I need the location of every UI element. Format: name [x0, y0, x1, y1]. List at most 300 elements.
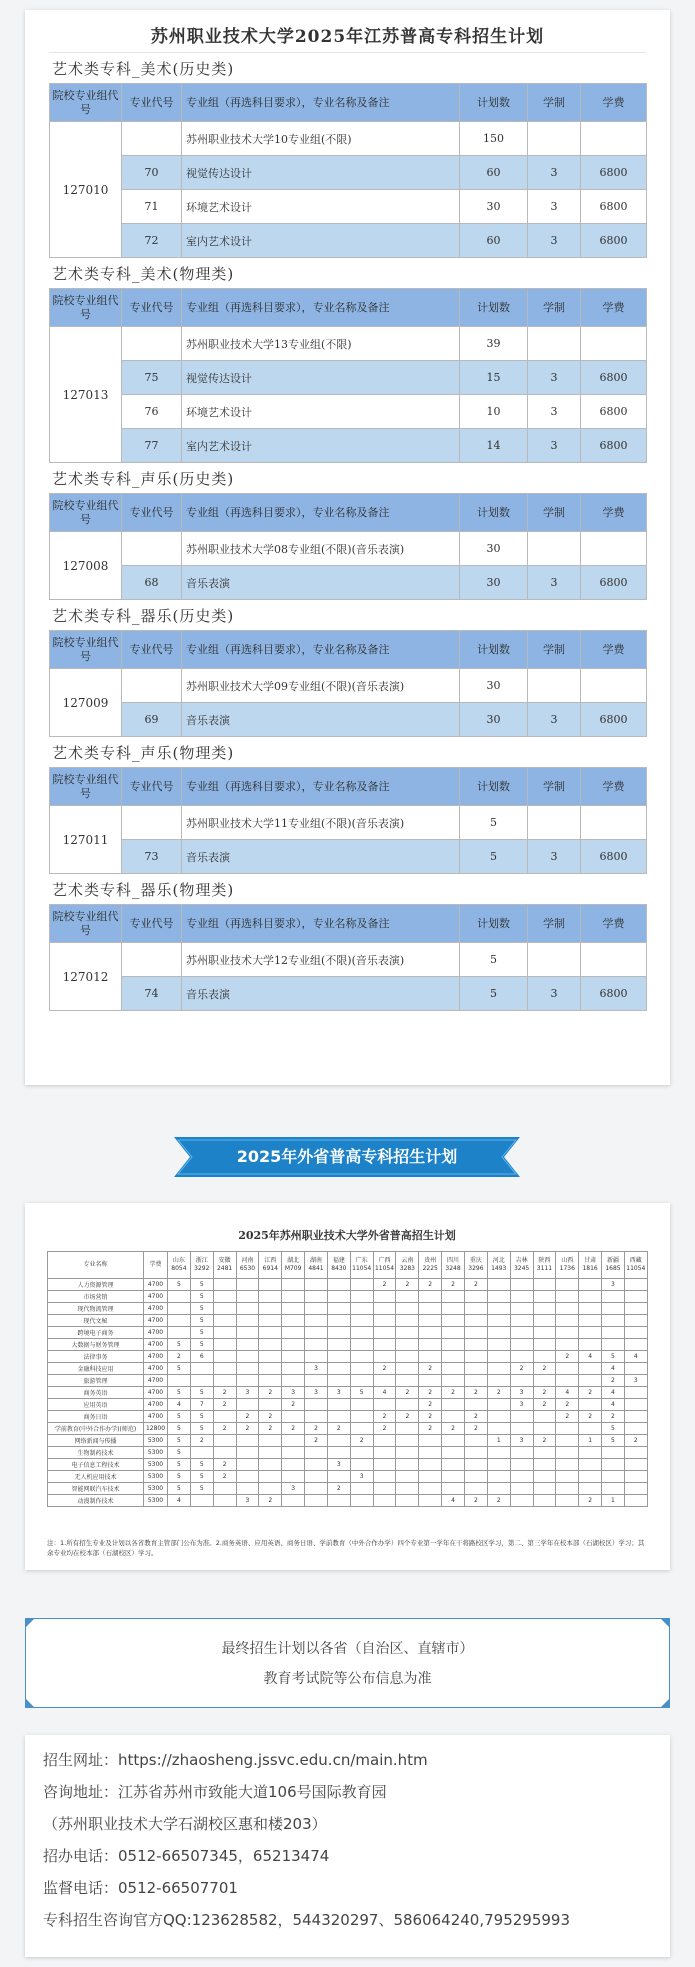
header-major-desc: 专业组（再选科目要求），专业名称及备注	[182, 289, 460, 327]
plan-count	[487, 1327, 510, 1339]
plan-count	[602, 1471, 625, 1483]
plan-count: 2	[373, 1423, 396, 1435]
plan-count	[419, 1315, 442, 1327]
plan-count: 30	[460, 190, 528, 224]
plan-count: 2	[510, 1363, 533, 1375]
header-province: 安徽 2481	[213, 1252, 236, 1279]
notice-line-1: 最终招生计划以各省（自治区、直辖市）	[221, 1641, 474, 1657]
plan-count: 4	[602, 1363, 625, 1375]
table-row	[48, 1351, 648, 1363]
plan-count	[305, 1279, 328, 1291]
plan-count	[259, 1483, 282, 1495]
plan-count	[327, 1411, 350, 1423]
header-province: 江西 6914	[259, 1252, 282, 1279]
plan-count	[487, 1339, 510, 1351]
plan-count	[487, 1375, 510, 1387]
plan-count	[327, 1495, 350, 1507]
plan-count: 2	[190, 1435, 213, 1447]
plan-count	[419, 1495, 442, 1507]
corner-deco-tr	[660, 1618, 670, 1628]
plan-count: 3	[510, 1399, 533, 1411]
major-code: 68	[122, 566, 182, 600]
plan-count: 5	[168, 1279, 191, 1291]
plan-count	[510, 1339, 533, 1351]
table-row	[50, 361, 647, 395]
tuition-fee: 4700	[144, 1375, 168, 1387]
table-row	[48, 1435, 648, 1447]
plan-count	[236, 1351, 259, 1363]
header-province: 福建 8430	[327, 1252, 350, 1279]
major-name: 生物制药技术	[48, 1447, 144, 1459]
plan-count: 2	[213, 1459, 236, 1471]
address-line: 咨询地址：江苏省苏州市致能大道106号国际教育园	[43, 1783, 387, 1801]
plan-count	[442, 1327, 465, 1339]
plan-count: 2	[602, 1411, 625, 1423]
plan-count	[236, 1471, 259, 1483]
major-name: 现代物流管理	[48, 1303, 144, 1315]
table-row	[48, 1291, 648, 1303]
tuition-fee: 5300	[144, 1447, 168, 1459]
plan-count	[419, 1447, 442, 1459]
plan-count	[396, 1303, 419, 1315]
header-count: 计划数	[460, 494, 528, 532]
plan-count	[533, 1291, 556, 1303]
major-code: 71	[122, 190, 182, 224]
plan-count	[556, 1291, 579, 1303]
plan-count	[327, 1375, 350, 1387]
plan-count	[419, 1339, 442, 1351]
plan-count	[579, 1483, 602, 1495]
plan-count	[305, 1471, 328, 1483]
plan-count	[442, 1411, 465, 1423]
section-title: 艺术类专科_声乐(物理类)	[52, 744, 235, 762]
plan-count: 2	[259, 1387, 282, 1399]
plan-count	[373, 1447, 396, 1459]
tuition-fee	[581, 943, 647, 977]
plan-count	[487, 1363, 510, 1375]
header-province: 广西 11054	[373, 1252, 396, 1279]
plan-count	[327, 1351, 350, 1363]
plan-count	[464, 1291, 487, 1303]
header-school-code: 院校专业组代号	[50, 289, 122, 327]
plan-count	[579, 1447, 602, 1459]
plan-count	[419, 1483, 442, 1495]
plan-count	[487, 1351, 510, 1363]
plan-count	[305, 1411, 328, 1423]
plan-count	[556, 1363, 579, 1375]
plan-count	[305, 1375, 328, 1387]
plan-count	[305, 1339, 328, 1351]
plan-count: 2	[419, 1399, 442, 1411]
tuition-fee	[581, 327, 647, 361]
plan-count	[282, 1471, 305, 1483]
major-code	[122, 327, 182, 361]
plan-count	[373, 1315, 396, 1327]
plan-count	[442, 1435, 465, 1447]
tuition-fee	[581, 669, 647, 703]
plan-count	[350, 1303, 373, 1315]
tuition-fee: 5300	[144, 1435, 168, 1447]
table-row	[50, 977, 647, 1011]
plan-count	[396, 1471, 419, 1483]
header-major-code: 专业代号	[122, 631, 182, 669]
plan-count	[579, 1315, 602, 1327]
plan-count: 5	[602, 1435, 625, 1447]
table-row	[50, 806, 647, 840]
plan-count	[624, 1411, 647, 1423]
plan-count	[624, 1495, 647, 1507]
plan-count	[190, 1447, 213, 1459]
plan-count	[282, 1375, 305, 1387]
plan-count	[579, 1375, 602, 1387]
plan-count: 2	[533, 1435, 556, 1447]
plan-count: 2	[556, 1411, 579, 1423]
plan-count	[236, 1399, 259, 1411]
plan-count	[259, 1351, 282, 1363]
header-fee: 学费	[581, 768, 647, 806]
plan-count	[168, 1303, 191, 1315]
major-name: 法律事务	[48, 1351, 144, 1363]
plan-count: 4	[602, 1387, 625, 1399]
study-years: 3	[528, 361, 581, 395]
website-line[interactable]: 招生网址：https://zhaosheng.jssvc.edu.cn/main.htm	[43, 1751, 428, 1769]
plan-count	[305, 1315, 328, 1327]
plan-count	[624, 1279, 647, 1291]
plan-count	[464, 1303, 487, 1315]
plan-count	[168, 1315, 191, 1327]
header-count: 计划数	[460, 905, 528, 943]
plan-count	[396, 1315, 419, 1327]
major-code: 75	[122, 361, 182, 395]
header-years: 学制	[528, 84, 581, 122]
plan-count	[419, 1471, 442, 1483]
major-code	[122, 122, 182, 156]
study-years: 3	[528, 395, 581, 429]
plan-count	[373, 1471, 396, 1483]
major-code	[122, 532, 182, 566]
plan-count	[487, 1279, 510, 1291]
plan-count: 2	[464, 1423, 487, 1435]
study-years: 3	[528, 429, 581, 463]
major-name: 音乐表演	[182, 840, 460, 874]
plan-count	[510, 1279, 533, 1291]
header-province: 广东 11054	[350, 1252, 373, 1279]
header-count: 计划数	[460, 84, 528, 122]
plan-count	[510, 1411, 533, 1423]
plan-count	[579, 1423, 602, 1435]
plan-count	[396, 1351, 419, 1363]
outside-plan-title: 2025年苏州职业技术大学外省普高招生计划	[238, 1229, 456, 1242]
header-major-code: 专业代号	[122, 905, 182, 943]
plan-count: 5	[190, 1291, 213, 1303]
tuition-fee: 6800	[581, 224, 647, 258]
plan-count	[442, 1483, 465, 1495]
tuition-fee	[581, 122, 647, 156]
plan-count	[282, 1495, 305, 1507]
major-name: 音乐表演	[182, 566, 460, 600]
plan-count	[396, 1435, 419, 1447]
header-count: 计划数	[460, 631, 528, 669]
plan-count	[624, 1339, 647, 1351]
table-row	[48, 1339, 648, 1351]
plan-count: 5	[190, 1483, 213, 1495]
plan-count	[556, 1303, 579, 1315]
plan-count	[510, 1459, 533, 1471]
plan-count	[533, 1447, 556, 1459]
plan-count	[533, 1279, 556, 1291]
plan-count: 3	[327, 1387, 350, 1399]
major-name: 旅游管理	[48, 1375, 144, 1387]
plan-count	[213, 1495, 236, 1507]
plan-count	[464, 1435, 487, 1447]
table-row	[50, 156, 647, 190]
plan-count	[396, 1459, 419, 1471]
plan-count	[624, 1483, 647, 1495]
plan-count: 2	[259, 1411, 282, 1423]
study-years	[528, 943, 581, 977]
plan-count	[213, 1339, 236, 1351]
plan-count	[373, 1375, 396, 1387]
header-count: 计划数	[460, 768, 528, 806]
header-fee: 学费	[581, 631, 647, 669]
plan-count: 5	[168, 1411, 191, 1423]
plan-count	[350, 1375, 373, 1387]
header-province: 山东 8054	[168, 1252, 191, 1279]
plan-count: 2	[396, 1387, 419, 1399]
plan-count	[282, 1315, 305, 1327]
plan-count	[442, 1459, 465, 1471]
plan-count: 2	[533, 1387, 556, 1399]
plan-count	[236, 1483, 259, 1495]
plan-count	[442, 1351, 465, 1363]
plan-count: 2	[419, 1423, 442, 1435]
plan-count	[579, 1339, 602, 1351]
header-province: 重庆 3296	[464, 1252, 487, 1279]
tuition-fee: 6800	[581, 566, 647, 600]
plan-count	[236, 1279, 259, 1291]
plan-count: 5	[168, 1387, 191, 1399]
header-major-desc: 专业组（再选科目要求），专业名称及备注	[182, 768, 460, 806]
tuition-fee: 4700	[144, 1327, 168, 1339]
table-row	[50, 669, 647, 703]
plan-count: 4	[442, 1495, 465, 1507]
header-major-code: 专业代号	[122, 768, 182, 806]
plan-count: 2	[579, 1411, 602, 1423]
plan-count: 60	[460, 156, 528, 190]
plan-count: 5	[168, 1471, 191, 1483]
plan-count	[236, 1363, 259, 1375]
corner-deco-tl	[25, 1618, 35, 1628]
plan-count	[510, 1315, 533, 1327]
plan-count	[373, 1351, 396, 1363]
plan-count	[327, 1315, 350, 1327]
plan-count	[190, 1363, 213, 1375]
plan-count	[533, 1339, 556, 1351]
table-row	[48, 1411, 648, 1423]
major-name: 苏州职业技术大学11专业组(不限)(音乐表演)	[182, 806, 460, 840]
group-code: 127011	[50, 806, 122, 874]
plan-count	[442, 1471, 465, 1483]
plan-count: 5	[190, 1471, 213, 1483]
plan-count	[624, 1387, 647, 1399]
plan-count	[464, 1351, 487, 1363]
plan-count: 5	[460, 806, 528, 840]
plan-count: 4	[556, 1387, 579, 1399]
plan-count: 2	[213, 1399, 236, 1411]
plan-count	[419, 1327, 442, 1339]
plan-count: 4	[624, 1351, 647, 1363]
plan-count	[464, 1447, 487, 1459]
plan-count	[533, 1495, 556, 1507]
tuition-fee: 5300	[144, 1495, 168, 1507]
plan-count	[556, 1339, 579, 1351]
group-code: 127012	[50, 943, 122, 1011]
plan-count	[510, 1447, 533, 1459]
tuition-fee: 4700	[144, 1315, 168, 1327]
plan-count: 2	[305, 1435, 328, 1447]
header-fee: 学费	[581, 84, 647, 122]
major-name: 网络新闻与传播	[48, 1435, 144, 1447]
plan-count: 1	[487, 1435, 510, 1447]
tuition-fee: 12800	[144, 1423, 168, 1435]
plan-count	[396, 1399, 419, 1411]
plan-count	[487, 1459, 510, 1471]
qq-line: 专科招生咨询官方QQ:123628582，544320297、586064240,795295993	[43, 1911, 571, 1929]
plan-count: 3	[602, 1279, 625, 1291]
plan-count: 60	[460, 224, 528, 258]
major-name: 音乐表演	[182, 977, 460, 1011]
plan-count	[487, 1447, 510, 1459]
major-code: 76	[122, 395, 182, 429]
table-row	[50, 532, 647, 566]
plan-count	[602, 1447, 625, 1459]
plan-count	[419, 1459, 442, 1471]
header-province: 四川 3248	[442, 1252, 465, 1279]
study-years: 3	[528, 156, 581, 190]
tuition-fee: 4700	[144, 1351, 168, 1363]
major-code	[122, 806, 182, 840]
plan-count	[510, 1495, 533, 1507]
plan-count	[350, 1423, 373, 1435]
plan-count	[533, 1423, 556, 1435]
plan-count	[259, 1327, 282, 1339]
plan-count	[282, 1447, 305, 1459]
major-name: 室内艺术设计	[182, 224, 460, 258]
plan-count: 2	[213, 1471, 236, 1483]
plan-count: 5	[168, 1339, 191, 1351]
header-years: 学制	[528, 631, 581, 669]
study-years	[528, 122, 581, 156]
plan-count	[579, 1303, 602, 1315]
study-years	[528, 669, 581, 703]
plan-count: 2	[236, 1411, 259, 1423]
plan-count	[533, 1483, 556, 1495]
plan-count: 5	[168, 1435, 191, 1447]
plan-count: 30	[460, 669, 528, 703]
major-code	[122, 943, 182, 977]
plan-count: 10	[460, 395, 528, 429]
major-name: 市场营销	[48, 1291, 144, 1303]
outside-plan-card	[25, 1203, 670, 1570]
plan-count	[327, 1471, 350, 1483]
header-fee: 学费	[144, 1252, 168, 1279]
header-school-code: 院校专业组代号	[50, 494, 122, 532]
plan-count: 5	[190, 1303, 213, 1315]
plan-count	[282, 1351, 305, 1363]
plan-count	[624, 1459, 647, 1471]
major-name: 大数据与财务管理	[48, 1339, 144, 1351]
plan-count	[624, 1399, 647, 1411]
plan-count	[396, 1291, 419, 1303]
plan-count: 4	[168, 1495, 191, 1507]
major-code: 69	[122, 703, 182, 737]
major-code: 74	[122, 977, 182, 1011]
plan-count	[510, 1303, 533, 1315]
plan-count: 4	[579, 1351, 602, 1363]
plan-count: 7	[190, 1399, 213, 1411]
plan-count: 3	[282, 1483, 305, 1495]
plan-count	[190, 1375, 213, 1387]
plan-count: 2	[373, 1411, 396, 1423]
plan-count	[282, 1435, 305, 1447]
plan-count: 2	[236, 1423, 259, 1435]
plan-count: 4	[602, 1399, 625, 1411]
header-province: 河北 1493	[487, 1252, 510, 1279]
plan-count	[213, 1303, 236, 1315]
major-name: 商务日语	[48, 1411, 144, 1423]
plan-count	[236, 1375, 259, 1387]
plan-count	[396, 1327, 419, 1339]
plan-count	[305, 1291, 328, 1303]
plan-count: 2	[350, 1435, 373, 1447]
plan-count: 2	[305, 1423, 328, 1435]
plan-count	[373, 1495, 396, 1507]
plan-count	[236, 1447, 259, 1459]
plan-count	[259, 1315, 282, 1327]
major-code: 73	[122, 840, 182, 874]
header-count: 计划数	[460, 289, 528, 327]
study-years	[528, 806, 581, 840]
plan-title: 苏州职业技术大学2025年江苏普高专科招生计划	[49, 22, 646, 53]
plan-count	[556, 1495, 579, 1507]
header-major-desc: 专业组（再选科目要求），专业名称及备注	[182, 84, 460, 122]
plan-count: 3	[350, 1471, 373, 1483]
plan-count: 5	[168, 1447, 191, 1459]
plan-count: 5	[190, 1459, 213, 1471]
plan-count	[282, 1363, 305, 1375]
header-major-code: 专业代号	[122, 84, 182, 122]
plan-count: 14	[460, 429, 528, 463]
tuition-fee: 4700	[144, 1411, 168, 1423]
plan-count	[350, 1327, 373, 1339]
plan-count	[236, 1291, 259, 1303]
plan-count	[602, 1459, 625, 1471]
plan-count	[602, 1327, 625, 1339]
plan-count	[579, 1471, 602, 1483]
major-name: 视觉传达设计	[182, 156, 460, 190]
plan-count	[396, 1447, 419, 1459]
corner-deco-bl	[25, 1698, 35, 1708]
plan-count: 3	[305, 1363, 328, 1375]
plan-count	[442, 1339, 465, 1351]
plan-count	[373, 1459, 396, 1471]
plan-count: 2	[419, 1411, 442, 1423]
plan-count: 2	[282, 1423, 305, 1435]
table-row	[48, 1279, 648, 1291]
plan-count: 2	[373, 1363, 396, 1375]
major-code	[122, 669, 182, 703]
table-row	[48, 1471, 648, 1483]
